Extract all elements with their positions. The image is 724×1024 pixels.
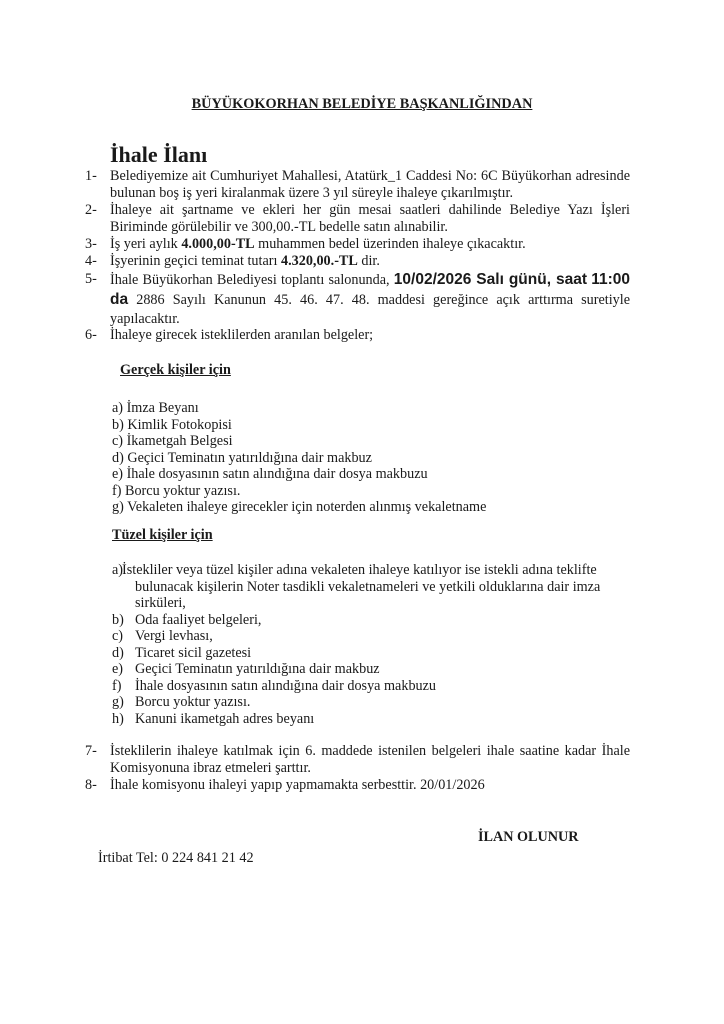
legal-entities-heading: Tüzel kişiler için [112,527,213,543]
clause-text [110,236,630,253]
list-item [112,562,632,612]
list-text: Oda faaliyet belgeleri, [135,611,262,628]
clause-text [110,253,630,270]
list-label: b) [112,611,124,628]
list-item: d) Geçici Teminatın yatırıldığına dair makbuz [112,449,372,466]
clause-text-part: dir. [357,253,380,269]
list-item: a) İmza Beyanı [112,400,199,416]
clause-text-part: İşyerinin geçici teminat tutarı [110,253,281,269]
real-persons-list [112,400,486,516]
clause-4 [85,253,630,270]
clause-8 [85,777,630,794]
list-item [112,645,632,662]
list-item: c) İkametgah Belgesi [112,433,233,449]
clause-text-part: İhale Büyükorhan Belediyesi toplantı salonunda, [110,272,394,288]
auction-date: 10/02/2026 Salı günü, saat [393,271,587,288]
clause-number: 6- [85,327,97,343]
real-persons-heading: Gerçek kişiler için [120,362,231,378]
list-item [112,661,632,678]
guarantee-amount: 4.320,00.-TL [280,253,358,269]
list-text: İstekliler veya tüzel kişiler adına vekaleten ihaleye katılıyor ise istekli adına teklifte bulunacak kişilerin Noter tasdikli vekaletnameleri ve yetkili olduklarına dair imza sirküleri, [122,562,601,611]
clause-5 [85,270,630,329]
list-text: Geçici Teminatın yatırıldığına dair makbuz [135,661,380,677]
list-item: e) İhale dosyasının satın alındığına dair dosya makbuzu [112,466,428,482]
list-item: b) Kimlik Fotokopisi [112,416,232,433]
clause-number: 1- [85,168,97,184]
closing-statement: İLAN OLUNUR [478,829,579,845]
clause-text: İhaleye girecek isteklilerden aranılan belgeler; [110,327,374,343]
clause-text-part: 2886 Sayılı Kanunun 45. 46. 47. 48. maddesi gereğince açık arttırma suretiyle yapılacaktır. [110,292,630,327]
clause-text: İhale komisyonu ihaleyi yapıp yapmamakta serbesttir. 20/01/2026 [110,777,485,793]
list-item [112,694,632,711]
clause-1 [85,168,630,201]
clause-number: 2- [85,202,97,218]
auction-time: 11:00 da [110,271,630,308]
list-text: İhale dosyasının satın alındığına dair dosya makbuzu [135,677,437,694]
list-item [112,612,632,629]
clause-text-part: İş yeri aylık [110,236,182,252]
clause-6 [85,327,630,344]
list-item [112,711,632,728]
legal-entities-list [112,562,632,727]
list-text: Vergi levhası, [135,628,213,644]
clause-number: 5- [85,271,97,287]
institution-heading: BÜYÜKOKORHAN BELEDİYE BAŞKANLIĞINDAN [191,96,533,112]
rent-amount: 4.000,00-TL [181,236,255,252]
list-item [112,678,632,695]
list-label: d) [112,644,124,661]
list-label: c) [112,628,124,644]
list-label: g) [112,694,124,710]
list-item: f) Borcu yoktur yazısı. [112,482,241,499]
list-text: Ticaret sicil gazetesi [135,644,252,661]
clause-text: Belediyemize ait Cumhuriyet Mahallesi, Atatürk_1 Caddesi No: 6C Büyükorhan adresinde bulunan boş iş yeri kiralanmak üzere 3 yıl süreyle ihaleye çıkarılmıştır. [110,168,630,201]
list-item [112,628,632,645]
list-item: g) Vekaleten ihaleye girecekler için noterden alınmış vekaletname [112,499,487,515]
document-title: İhale İlanı [110,142,208,167]
clause-number: 3- [85,236,97,252]
clause-text: İhaleye ait şartname ve ekleri her gün mesai saatleri dahilinde Belediye Yazı İşleri Biriminde görülebilir ve 300,00.-TL bedelle satın alınabilir. [110,202,630,235]
clause-number: 8- [85,777,97,793]
clause-number: 4- [85,253,97,269]
contact-phone: İrtibat Tel: 0 224 841 21 42 [98,850,254,866]
list-label: a) [112,562,124,578]
list-label: f) [112,677,122,694]
clause-3 [85,236,630,253]
clause-text: İsteklilerin ihaleye katılmak için 6. maddede istenilen belgeleri ihale saatine kadar İhale Komisyonuna ibraz etmeleri şarttır. [110,743,630,776]
clause-text-part: muhammen bedel üzerinden ihaleye çıkacaktır. [254,236,526,252]
clause-7 [85,743,630,776]
list-label: e) [112,661,124,677]
clause-2 [85,202,630,235]
list-label: h) [112,710,124,727]
clause-text [110,270,630,329]
list-text: Kanuni ikametgah adres beyanı [135,710,315,727]
list-text: Borcu yoktur yazısı. [135,694,251,710]
clause-number: 7- [85,743,97,759]
